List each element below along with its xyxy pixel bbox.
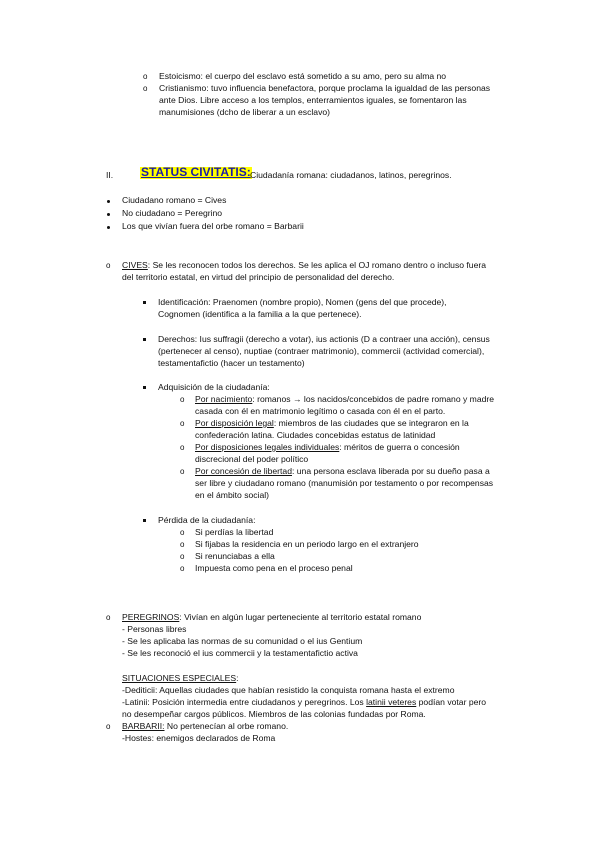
derechos-line-3: testamentafictio (hacer un testamento) (158, 358, 305, 368)
section-heading: STATUS CIVITATIS: (141, 165, 251, 179)
disposiciones-individuales-term: Por disposiciones legales individuales (195, 442, 340, 452)
disposiciones-individuales-line-2: discrecional del poder político (195, 454, 309, 464)
list-marker: o (143, 84, 148, 93)
list-marker: o (106, 722, 111, 731)
derechos-line-1: Derechos: Ius suffragii (derecho a votar), ius actionis (D a contraer una acción), census (158, 334, 490, 344)
bullet-dot (107, 200, 110, 203)
peregrinos-term: PEREGRINOS (122, 612, 180, 622)
latinii-text-b: podían votar pero (416, 697, 487, 707)
cristianismo-line-3: manumisiones (dcho de liberar a un esclavo) (159, 107, 331, 117)
section-subheading: Ciudadanía romana: ciudadanos, latinos, peregrinos. (250, 170, 452, 180)
cives-term: CIVES (122, 260, 148, 270)
nacimiento-line-2: casada con él en matrimonio legítimo o casada con él en el parto. (195, 406, 446, 416)
barbarii-line (122, 721, 288, 733)
perdida-item: Si renunciabas a ella (195, 551, 275, 561)
list-marker: o (180, 443, 185, 452)
disposiciones-individuales-desc: : méritos de guerra o concesión (339, 442, 460, 452)
list-marker: o (180, 552, 185, 561)
list-marker: o (180, 528, 185, 537)
latinii-line-1 (122, 697, 486, 709)
peregrinos-item: - Personas libres (122, 624, 187, 634)
concesion-libertad-line-3: en el ámbito social) (195, 490, 270, 500)
def-barbarii: Los que vivían fuera del orbe romano = Barbarii (122, 221, 304, 231)
concesion-libertad-desc: : una persona esclava liberada por su dueño pasa a (291, 466, 490, 476)
dediticii-line: -Dediticii: Aquellas ciudades que habían resistido la conquista romana hasta el extremo (122, 685, 455, 695)
list-marker: o (180, 419, 185, 428)
nacimiento-term: Por nacimiento (195, 394, 253, 404)
square-bullet (143, 338, 146, 341)
perdida-item: Si fijabas la residencia en un periodo largo en el extranjero (195, 539, 419, 549)
list-marker: o (180, 564, 185, 573)
perdida-item: Si perdías la libertad (195, 527, 274, 537)
perdida-item: Impuesta como pena en el proceso penal (195, 563, 353, 573)
list-marker: o (106, 613, 111, 622)
concesion-libertad-term: Por concesión de libertad (195, 466, 292, 476)
list-marker: o (180, 467, 185, 476)
peregrinos-item: - Se les aplicaba las normas de su comunidad o el ius Gentium (122, 636, 363, 646)
bullet-dot (107, 226, 110, 229)
disposicion-legal-term: Por disposición legal (195, 418, 274, 428)
concesion-libertad-line-2: ser libre y ciudadano romano (manumisión por testamento o por recompensas (195, 478, 494, 488)
peregrinos-line (122, 612, 421, 624)
list-marker: o (143, 72, 148, 81)
disposicion-legal-line-1 (195, 418, 469, 430)
especiales-heading-text: SITUACIONES ESPECIALES (122, 673, 237, 683)
bullet-dot (107, 213, 110, 216)
cives-desc: : Se les reconocen todos los derechos. Se les aplica el OJ romano dentro o incluso fuera (147, 260, 487, 270)
identificacion-line-2: Cognomen (identifica a la familia a la que pertenece). (158, 309, 362, 319)
nacimiento-line-1 (195, 394, 494, 406)
def-peregrino: No ciudadano = Peregrino (122, 208, 223, 218)
estoicismo-item: Estoicismo: el cuerpo del esclavo está sometido a su amo, pero su alma no (159, 71, 447, 81)
square-bullet (143, 301, 146, 304)
square-bullet (143, 386, 146, 389)
hostes-line: -Hostes: enemigos declarados de Roma (122, 733, 276, 743)
square-bullet (143, 519, 146, 522)
section-number: II. (106, 170, 114, 180)
concesion-libertad-line-1 (195, 466, 490, 478)
def-cives: Ciudadano romano = Cives (122, 195, 227, 205)
perdida-label: Pérdida de la ciudadanía: (158, 515, 256, 525)
barbarii-term: BARBARII: (122, 721, 165, 731)
cristianismo-line-1: Cristianismo: tuvo influencia benefactora, porque proclama la igualdad de las personas (159, 83, 491, 93)
peregrinos-desc: : Vivían en algún lugar perteneciente al territorio estatal romano (179, 612, 422, 622)
peregrinos-item: - Se les reconoció el ius commercii y la testamentafictio activa (122, 648, 358, 658)
nacimiento-desc: : romanos → los nacidos/concebidos de padre romano y madre (252, 394, 495, 404)
disposicion-legal-desc: : miembros de las ciudades que se integraron en la (273, 418, 469, 428)
especiales-colon: : (236, 673, 239, 683)
list-marker: o (180, 540, 185, 549)
cives-line-1 (122, 260, 486, 272)
list-marker: o (180, 395, 185, 404)
adquisicion-label: Adquisición de la ciudadanía: (158, 382, 270, 392)
disposicion-legal-line-2: confederación latina. Ciudades concebidas estatus de latinidad (195, 430, 436, 440)
barbarii-desc: No pertenecían al orbe romano. (164, 721, 289, 731)
latinii-veteres: latinii veteres (366, 697, 417, 707)
latinii-line-2: no desempeñar cargos públicos. Miembros de las colonias fundadas por Roma. (122, 709, 426, 719)
especiales-heading (122, 673, 239, 685)
cives-line-2: del territorio estatal, en virtud del principio de personalidad del derecho. (122, 272, 395, 282)
latinii-text-a: -Latinii: Posición intermedia entre ciudadanos y peregrinos. Los (122, 697, 367, 707)
derechos-line-2: (pertenecer al censo), nuptiae (contraer matrimonio), commercii (actividad comercial), (158, 346, 485, 356)
cristianismo-line-2: ante Dios. Libre acceso a los templos, enterramientos iguales, se fomentaron las (159, 95, 467, 105)
disposiciones-individuales-line-1 (195, 442, 460, 454)
list-marker: o (106, 261, 111, 270)
identificacion-line-1: Identificación: Praenomen (nombre propio), Nomen (gens del que procede), (158, 297, 447, 307)
